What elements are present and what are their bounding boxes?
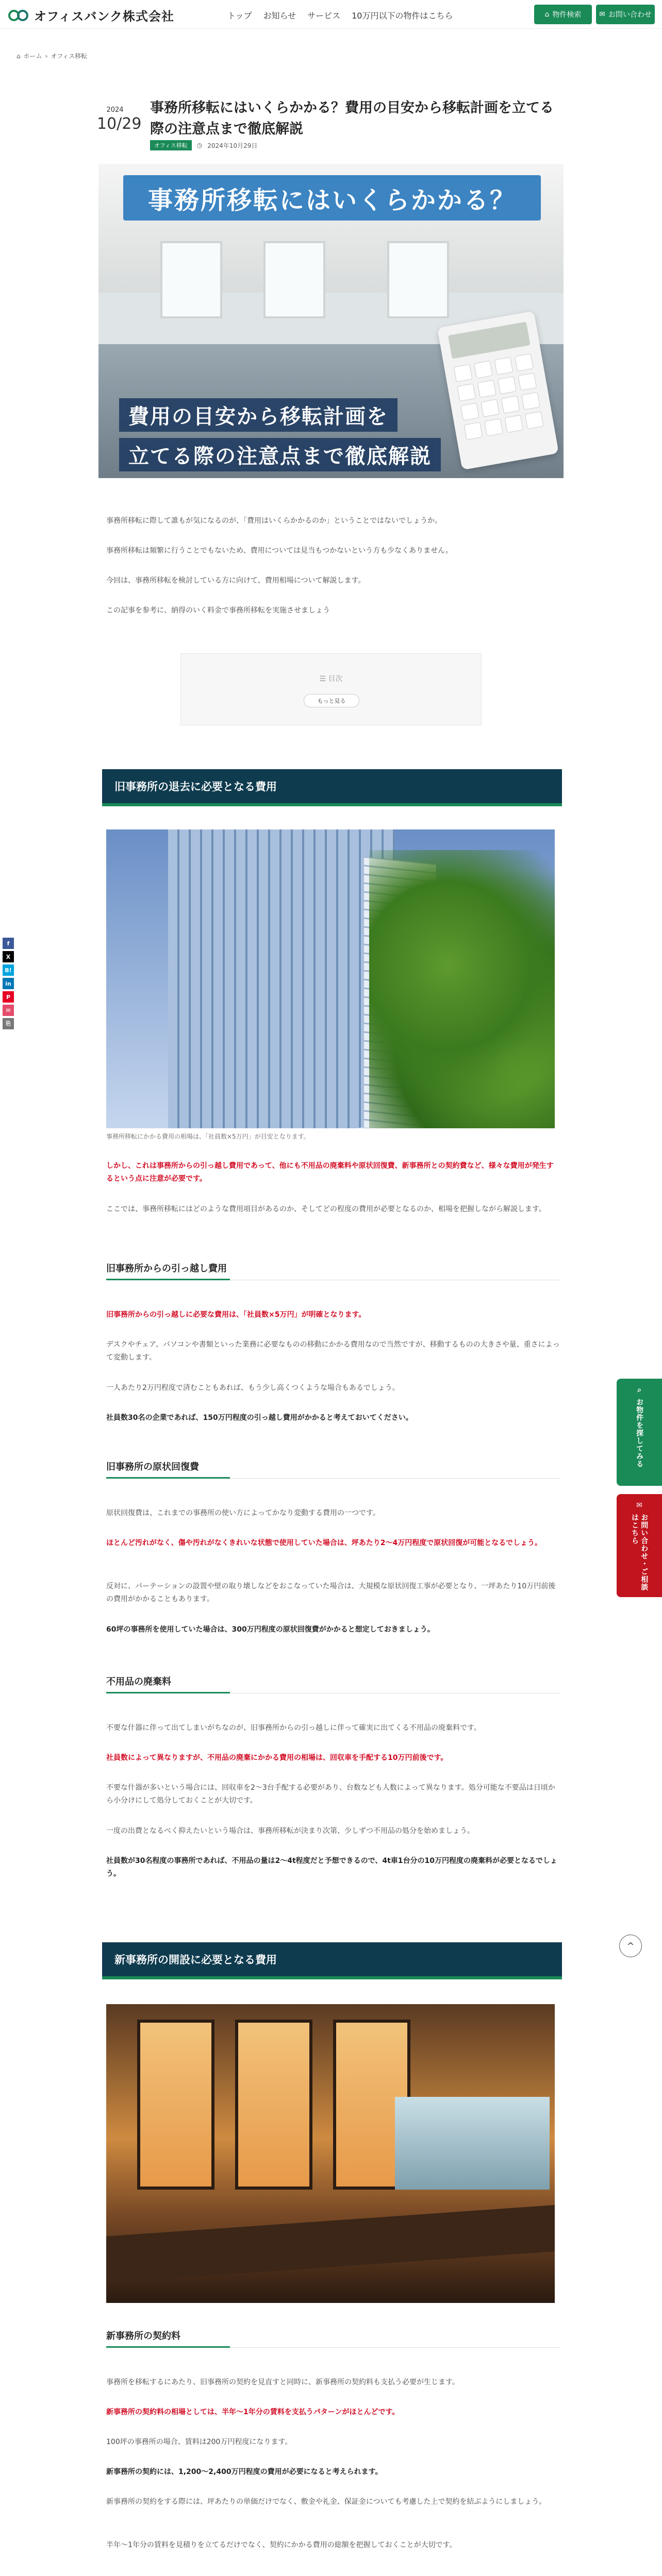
- home-icon: ⌂: [544, 10, 550, 19]
- copy-icon[interactable]: ⎘: [3, 1018, 14, 1029]
- logo-mark-icon: [8, 8, 30, 23]
- bold-text: 60坪の事務所を使用していた場合は、300万円程度の原状回復費がかかると想定しておきましょう。: [106, 1625, 435, 1634]
- intro-paragraph: 事務所移転に際して誰もが気になるのが、「費用はいくらかかるのか」ということではないでしょうか。: [106, 517, 442, 525]
- office-photo: [106, 2004, 555, 2303]
- body-paragraph: 事務所を移転するにあたり、旧事務所の契約を見直すと同時に、新事務所の契約料も支払う必要が生じます。: [106, 2378, 459, 2386]
- article-title: 事務所移転にはいくらかかる？費用の目安から移転計画を立てる際の注意点まで徹底解説: [150, 100, 554, 137]
- body-paragraph: 100坪の事務所の場合、賃料は200万円程度になります。: [106, 2438, 292, 2446]
- toc-title: ☰ 目次: [319, 675, 343, 683]
- highlight-text: 旧事務所からの引っ越しに必要な費用は、「社員数×5万円」が明確となります。: [106, 1311, 366, 1319]
- intro-paragraph: 事務所移転は頻繁に行うことでもないため、費用については見当もつかないという方も少なくありません。: [106, 547, 453, 555]
- clock-icon: ◷: [196, 142, 203, 149]
- body-paragraph: ここでは、事務所移転にはどのような費用項目があるのか、そしてどの程度の費用が必要となるのか、相場を把握しながら解説します。: [106, 1205, 546, 1213]
- section-heading: 新事務所の開設に必要となる費用: [102, 1942, 562, 1979]
- breadcrumb: [16, 52, 87, 60]
- toc-more-button[interactable]: もっと見る: [304, 694, 359, 707]
- hero-heading: 事務所移転にはいくらかかる？: [123, 175, 541, 221]
- subsection-heading: 不用品の廃棄料: [106, 1674, 560, 1693]
- subsection-heading: 旧事務所からの引っ越し費用: [106, 1261, 560, 1280]
- published-date: 2024年10月29日: [207, 142, 258, 149]
- body-paragraph: デスクやチェア、パソコンや書類といった業務に必要なものの移動にかかる費用なので当然ですが、移動するものの大きさや量、重さによって変動します。: [106, 1341, 560, 1362]
- breadcrumb-home[interactable]: ホーム: [23, 53, 42, 60]
- side-tab-property[interactable]: ⌕ お物件を探してみる: [617, 1379, 662, 1486]
- intro-paragraph: この記事を参考に、納得のいく料金で事務所移転を実施させましょう: [106, 606, 330, 615]
- pinterest-icon[interactable]: P: [3, 991, 14, 1003]
- mail-icon: ✉: [599, 10, 605, 19]
- facebook-icon[interactable]: f: [3, 938, 14, 949]
- home-icon: ⌂: [16, 52, 21, 60]
- subsection-heading: 旧事務所の原状回復費: [106, 1460, 560, 1479]
- chevron-right-icon: ›: [45, 52, 48, 60]
- nav-item-cheap-properties[interactable]: 10万円以下の物件はこちら: [352, 11, 453, 21]
- search-icon: ⌕: [637, 1386, 641, 1394]
- mail-icon: ✉: [636, 1501, 642, 1510]
- body-paragraph: 新事務所の契約をする際には、坪あたりの単価だけでなく、敷金や礼金、保証金についても考慮した上で契約を結ぶようにしましょう。: [106, 2498, 547, 2506]
- global-nav: [227, 9, 453, 21]
- share-bar: [3, 938, 14, 1029]
- building-photo: [106, 829, 555, 1128]
- intro-paragraph: 今回は、事務所移転を検討している方に向けて、費用相場について解説します。: [106, 577, 366, 585]
- back-to-top-button[interactable]: ^: [619, 1935, 642, 1957]
- body-paragraph: 一度の出費となるべく抑えたいという場合は、事務所移転が決まり次第、少しずつ不用品の処分を始めましょう。: [106, 1827, 474, 1835]
- site-logo[interactable]: [8, 6, 174, 24]
- logo-text: オフィスバンク株式会社: [34, 9, 174, 24]
- table-of-contents: [180, 653, 482, 725]
- nav-item-service[interactable]: サービス: [307, 11, 341, 21]
- bold-text: 新事務所の契約には、1,200〜2,400万円程度の費用が必要になると考えられます。: [106, 2468, 383, 2476]
- mail-share-icon[interactable]: ✉: [3, 1005, 14, 1016]
- body-paragraph: 反対に、パーテーションの設置や壁の取り壊しなどをおこなっていた場合は、大規模な原状回復工事が必要となり、一坪あたり10万円前後の費用がかかることもあります。: [106, 1582, 556, 1604]
- category-badge[interactable]: オフィス移転: [150, 140, 192, 150]
- body-paragraph: 半年〜1年分の賃料を見積りを立てるだけでなく、契約にかかる費用の総額を把握しておくことが大切です。: [106, 2541, 457, 2549]
- bold-text: 社員数30名の企業であれば、150万円程度の引っ越し費用がかかると考えておいてください。: [106, 1414, 413, 1422]
- body-paragraph: 原状回復費は、これまでの事務所の使い方によってかなり変動する費用の一つです。: [106, 1509, 380, 1517]
- post-date: 2024 10/29: [97, 106, 142, 133]
- highlight-text: 新事務所の契約料の相場としては、半年〜1年分の賃料を支払うパターンがほとんどです。: [106, 2408, 400, 2416]
- body-paragraph: 不要な什器に伴って出てしまいがちなのが、旧事務所からの引っ越しに伴って確実に出てくる不用品の廃棄料です。: [106, 1724, 481, 1732]
- side-tab-contact[interactable]: ✉ お問い合わせ・ご相談はこちら: [617, 1494, 662, 1597]
- highlight-text: しかし、これは事務所からの引っ越し費用であって、他にも不用品の廃棄料や原状回復費、新事務所との契約費など、様々な費用が発生するという点に注意が必要です。: [106, 1162, 554, 1183]
- x-icon[interactable]: X: [3, 951, 14, 962]
- bold-text: 社員数が30名程度の事務所であれば、不用品の量は2〜4t程度だと予想できるので、4t車1台分の10万円程度の廃棄料が必要となるでしょう。: [106, 1857, 557, 1878]
- property-search-button[interactable]: ⌂ 物件検索: [534, 5, 592, 24]
- breadcrumb-category[interactable]: オフィス移転: [51, 53, 88, 60]
- site-header: [0, 0, 662, 29]
- section-heading: 旧事務所の退去に必要となる費用: [102, 769, 562, 806]
- article-meta: [150, 140, 257, 150]
- contact-button[interactable]: ✉ お問い合わせ: [596, 5, 655, 24]
- hatena-icon[interactable]: B!: [3, 964, 14, 976]
- body-paragraph: 不要な什器が多いという場合には、回収車を2〜3台手配する必要があり、台数なども人数によって異なります。処分可能な不要品は日頃から小分けにして処分しておくことが大切です。: [106, 1784, 555, 1805]
- hero-image: [98, 164, 564, 478]
- nav-item-top[interactable]: トップ: [227, 11, 252, 21]
- highlight-text: ほとんど汚れがなく、傷や汚れがなくきれいな状態で使用していた場合は、坪あたり2〜4万円程度で原状回復が可能となるでしょう。: [106, 1539, 542, 1547]
- highlight-text: 社員数によって異なりますが、不用品の廃棄にかかる費用の相場は、回収車を手配する10万円前後です。: [106, 1754, 448, 1762]
- body-paragraph: 一人あたり2万円程度で済むこともあれば、もう少し高くつくような場合もあるでしょう。: [106, 1384, 400, 1392]
- subsection-heading: 新事務所の契約料: [106, 2329, 560, 2348]
- photo-caption: 事務所移転にかかる費用の相場は、「社員数×5万円」が目安となります。: [106, 1133, 310, 1140]
- hero-line-2: 立てる際の注意点まで徹底解説: [119, 438, 441, 471]
- linkedin-icon[interactable]: in: [3, 978, 14, 989]
- nav-item-news[interactable]: お知らせ: [263, 11, 296, 21]
- hero-line-1: 費用の目安から移転計画を: [119, 398, 398, 432]
